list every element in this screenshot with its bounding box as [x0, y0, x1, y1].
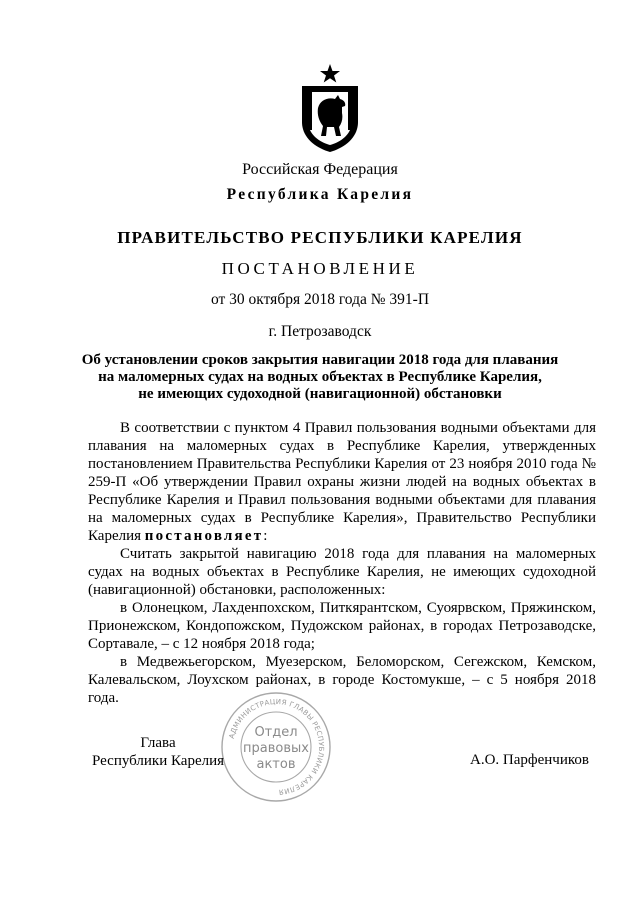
city-name: г. Петрозаводск — [268, 323, 372, 340]
document-type: ПОСТАНОВЛЕНИЕ — [221, 259, 419, 278]
republic-name: Республика Карелия — [226, 186, 414, 203]
country-name: Российская Федерация — [242, 161, 398, 178]
signatory-name: А.О. Парфенчиков — [470, 752, 589, 768]
body-paragraph: Считать закрытой навигацию 2018 года для плавания на маломерных судах на водных объектах в Республике Карелия, не имеющих судоходной (навигационной) обстановки, расположенных: — [88, 546, 596, 598]
karelia-coat-of-arms-icon — [298, 64, 362, 152]
stamp-line: актов — [256, 757, 296, 772]
date-line: от 30 октября 2018 года № 391-П — [210, 291, 430, 308]
department-stamp — [218, 689, 334, 805]
decree-word: постановляет — [144, 528, 264, 544]
paragraph-end: : — [263, 528, 268, 544]
body-paragraph — [88, 419, 596, 545]
document-title — [80, 352, 560, 403]
body-paragraph: в Олонецком, Лахденпохском, Питкярантском, Суоярвском, Пряжинском, Прионежском, Кондопожском, Пудожском районах, в городах Петрозаводске, Сортавале, – с 12 ноября 2018 года; — [88, 600, 596, 652]
stamp-line: правовых — [243, 741, 309, 756]
government-name: ПРАВИТЕЛЬСТВО РЕСПУБЛИКИ КАРЕЛИЯ — [117, 228, 523, 247]
title-line: не имеющих судоходной (навигационной) обстановки — [138, 386, 502, 402]
signatory-title-line: Глава — [140, 735, 176, 751]
document-body — [88, 419, 596, 707]
body-paragraph: в Медвежьегорском, Муезерском, Беломорском, Сегежском, Кемском, Калевальском, Лоухском районах, в городе Костомукше, – с 5 ноября 2018 года. — [88, 654, 596, 706]
signatory-title — [92, 734, 224, 770]
stamp-line: Отдел — [254, 725, 298, 740]
title-line: на маломерных судах на водных объектах в Республике Карелия, — [98, 369, 542, 385]
stamp-ring-text: АДМИНИСТРАЦИЯ ГЛАВЫ РЕСПУБЛИКИ КАРЕЛИЯ — [227, 697, 326, 796]
title-line: Об установлении сроков закрытия навигации 2018 года для плавания — [81, 352, 559, 368]
signatory-title-line: Республики Карелия — [92, 753, 225, 769]
paragraph-text: В соответствии с пунктом 4 Правил пользования водными объектами для плавания на маломерных судах в Республике Карелия, утвержденных постановлением Правительства Республики Карелия от 23 ноября 2010 года № 259-П «Об утверждении Правил охраны жизни людей на водных объектах в Республике Карелия и Правил пользования водными объектами для плавания на маломерных судах в Республике Карелия», Правительство Республики Карелия — [88, 420, 596, 544]
